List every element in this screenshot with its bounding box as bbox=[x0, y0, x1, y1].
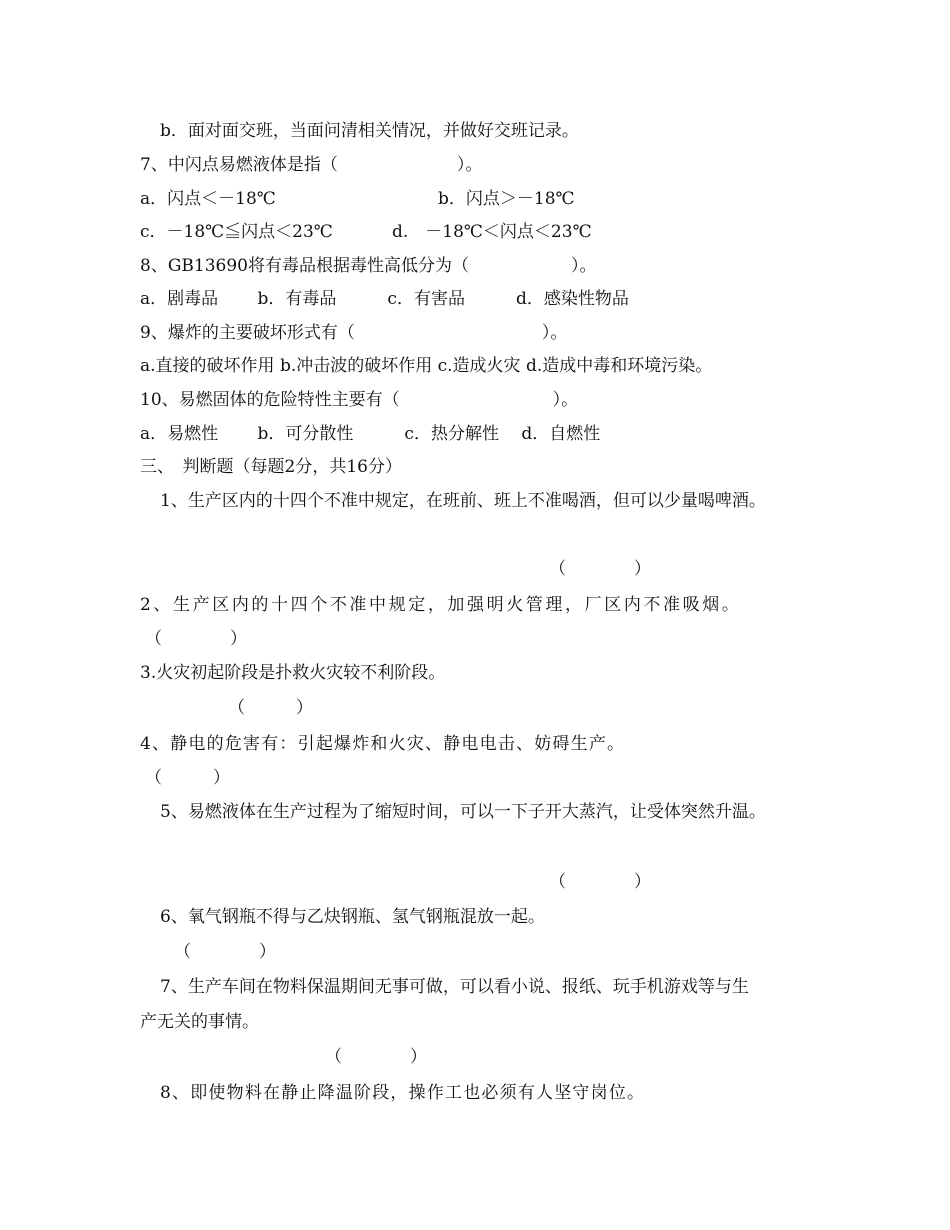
q8-options: a．剧毒品 b．有毒品 c．有害品 d．感染性物品 bbox=[140, 289, 629, 309]
tf-item-4: 4、静电的危害有：引起爆炸和火灾、静电电击、妨碍生产。 bbox=[140, 734, 626, 754]
tf-item-2: 2、生产区内的十四个不准中规定，加强明火管理，厂区内不准吸烟。 bbox=[140, 595, 742, 615]
q7-option-d: d. －18℃＜闪点＜23℃ bbox=[392, 222, 592, 242]
tf-item-6-blank: （ ） bbox=[174, 942, 276, 962]
tf-item-5: 5、易燃液体在生产过程为了缩短时间，可以一下子开大蒸汽，让受体突然升温。 bbox=[160, 802, 766, 822]
tf-item-7-blank: （ ） bbox=[325, 1047, 427, 1067]
q9-options: a.直接的破坏作用 b.冲击波的破坏作用 c.造成火灾 d.造成中毒和环境污染。 bbox=[140, 356, 713, 376]
q10-options: a．易燃性 b．可分散性 c．热分解性 d．自燃性 bbox=[140, 424, 601, 444]
q9-stem: 9、爆炸的主要破坏形式有（ ）。 bbox=[140, 323, 568, 343]
section3-heading: 三、 判断题（每题2分，共16分） bbox=[140, 457, 402, 477]
tf-item-3-blank: （ ） bbox=[228, 698, 313, 718]
tf-item-3: 3.火灾初起阶段是扑救火灾较不利阶段。 bbox=[140, 663, 446, 683]
q7-option-b: b．闪点＞－18℃ bbox=[438, 189, 575, 209]
q7-option-a: a．闪点＜－18℃ bbox=[140, 189, 276, 209]
q7-stem: 7、中闪点易燃液体是指（ ）。 bbox=[140, 155, 483, 175]
q6-option-b: b．面对面交班，当面问清相关情况，并做好交班记录。 bbox=[160, 121, 579, 141]
q8-stem: 8、GB13690将有毒品根据毒性高低分为（ ）。 bbox=[140, 256, 597, 276]
q7-option-c: c．－18℃≦闪点＜23℃ bbox=[140, 222, 333, 242]
tf-item-6: 6、氧气钢瓶不得与乙炔钢瓶、氢气钢瓶混放一起。 bbox=[160, 907, 545, 927]
q10-stem: 10、易燃固体的危险特性主要有（ ）。 bbox=[140, 390, 579, 410]
tf-item-1-blank: （ ） bbox=[549, 559, 651, 579]
tf-item-7: 7、生产车间在物料保温期间无事可做，可以看小说、报纸、玩手机游戏等与生 bbox=[160, 977, 749, 997]
tf-item-1: 1、生产区内的十四个不准中规定，在班前、班上不准喝酒，但可以少量喝啤酒。 bbox=[160, 491, 766, 511]
tf-item-2-blank: （ ） bbox=[145, 629, 247, 649]
tf-item-8: 8、即使物料在静止降温阶段，操作工也必须有人坚守岗位。 bbox=[160, 1083, 646, 1103]
tf-item-7-continuation: 产无关的事情。 bbox=[140, 1012, 259, 1032]
tf-item-5-blank: （ ） bbox=[549, 872, 651, 892]
tf-item-4-blank: （ ） bbox=[145, 768, 230, 788]
